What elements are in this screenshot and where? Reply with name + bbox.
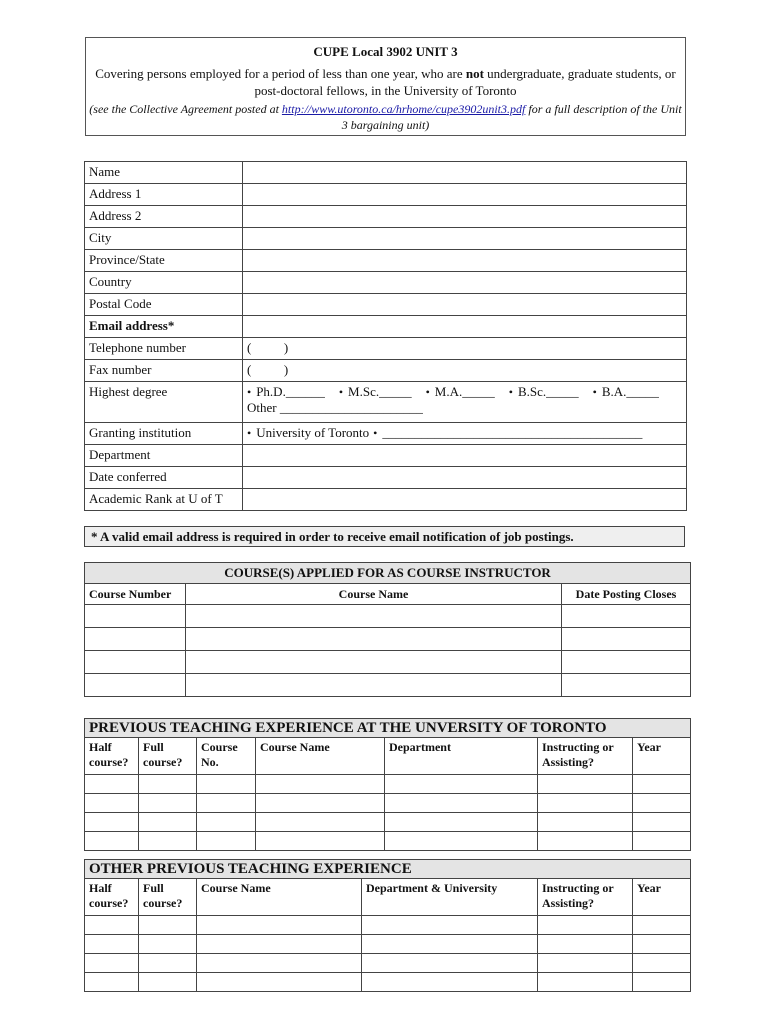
agreement-note: (see the Collective Agreement posted at http://www.utoronto.ca/hrhome/cupe3902unit3.pdf for a full description of the Unit 3 bargaining unit) — [89, 102, 682, 132]
row-city: City — [85, 228, 687, 250]
uoft-experience-table — [84, 718, 691, 851]
other-experience-title: OTHER PREVIOUS TEACHING EXPERIENCE — [85, 860, 691, 879]
row-name: Name — [85, 162, 687, 184]
col-full-course: Full course? — [139, 879, 197, 916]
col-course-name: Course Name — [197, 879, 362, 916]
col-full-course: Full course? — [139, 738, 197, 775]
unit-description: Covering persons employed for a period of less than one year, who are not undergraduate, graduate students, or post-doctoral fellows, in the University of Toronto — [95, 66, 676, 98]
courses-section-title: COURSE(S) APPLIED FOR AS COURSE INSTRUCTOR — [85, 563, 691, 584]
table-row — [85, 813, 691, 832]
row-address1: Address 1 — [85, 184, 687, 206]
col-instructing: Instructing or Assisting? — [538, 879, 633, 916]
row-address2: Address 2 — [85, 206, 687, 228]
province-field[interactable] — [243, 250, 687, 272]
table-row — [85, 794, 691, 813]
table-row — [85, 628, 691, 651]
col-course-name: Course Name — [256, 738, 385, 775]
table-row — [85, 674, 691, 697]
col-date-closes: Date Posting Closes — [562, 584, 691, 605]
degree-option-ba[interactable]: • B.A._____ — [593, 384, 659, 400]
email-field[interactable] — [243, 316, 687, 338]
row-province: Province/State — [85, 250, 687, 272]
row-country: Country — [85, 272, 687, 294]
personal-info-table — [84, 161, 687, 511]
row-granting: Granting institution • University of Toronto• ________________________________________ — [85, 423, 687, 445]
agreement-link[interactable]: http://www.utoronto.ca/hrhome/cupe3902unit3.pdf — [281, 102, 526, 116]
name-field[interactable] — [243, 162, 687, 184]
address2-field[interactable] — [243, 206, 687, 228]
header-box — [85, 37, 686, 136]
table-row — [85, 916, 691, 935]
col-instructing: Instructing or Assisting? — [538, 738, 633, 775]
degree-field[interactable] — [243, 382, 687, 423]
degree-option-msc[interactable]: • M.Sc._____ — [339, 384, 412, 400]
country-field[interactable] — [243, 272, 687, 294]
col-course-no: Course No. — [197, 738, 256, 775]
table-row — [85, 954, 691, 973]
col-course-number: Course Number — [85, 584, 186, 605]
table-row — [85, 605, 691, 628]
table-row — [85, 775, 691, 794]
granting-option-uoft[interactable]: • University of Toronto — [247, 423, 369, 443]
city-field[interactable] — [243, 228, 687, 250]
department-field[interactable] — [243, 445, 687, 467]
col-department: Department — [385, 738, 538, 775]
col-half-course: Half course? — [85, 738, 139, 775]
courses-applied-table — [84, 562, 691, 697]
row-department: Department — [85, 445, 687, 467]
row-rank: Academic Rank at U of T — [85, 489, 687, 511]
row-email: Email address* — [85, 316, 687, 338]
row-postal: Postal Code — [85, 294, 687, 316]
other-experience-table — [84, 859, 691, 992]
address1-field[interactable] — [243, 184, 687, 206]
table-row — [85, 832, 691, 851]
table-row — [85, 651, 691, 674]
telephone-field[interactable]: ( ) — [243, 338, 687, 360]
table-row — [85, 935, 691, 954]
col-department-university: Department & University — [362, 879, 538, 916]
col-course-name: Course Name — [186, 584, 562, 605]
form-title: CUPE Local 3902 UNIT 3 — [313, 44, 458, 59]
postal-field[interactable] — [243, 294, 687, 316]
col-year: Year — [633, 879, 691, 916]
rank-field[interactable] — [243, 489, 687, 511]
degree-option-ma[interactable]: • M.A._____ — [426, 384, 495, 400]
degree-option-phd[interactable]: • Ph.D.______ — [247, 384, 325, 400]
row-telephone: Telephone number ( ) — [85, 338, 687, 360]
granting-option-other[interactable]: • ________________________________________ — [373, 423, 642, 443]
granting-field[interactable] — [243, 423, 687, 445]
col-year: Year — [633, 738, 691, 775]
degree-option-bsc[interactable]: • B.Sc._____ — [509, 384, 579, 400]
fax-field[interactable]: ( ) — [243, 360, 687, 382]
date-conferred-field[interactable] — [243, 467, 687, 489]
email-requirement-note: * A valid email address is required in order to receive email notification of job postings. — [84, 526, 685, 547]
col-half-course: Half course? — [85, 879, 139, 916]
uoft-experience-title: PREVIOUS TEACHING EXPERIENCE AT THE UNVERSITY OF TORONTO — [85, 719, 691, 738]
degree-option-other[interactable]: Other ______________________ — [247, 400, 423, 415]
table-row — [85, 973, 691, 992]
row-degree: Highest degree • Ph.D.______• M.Sc._____• M.A._____• B.Sc._____• B.A._____ Other ______________________ — [85, 382, 687, 423]
row-date-conferred: Date conferred — [85, 467, 687, 489]
row-fax: Fax number ( ) — [85, 360, 687, 382]
